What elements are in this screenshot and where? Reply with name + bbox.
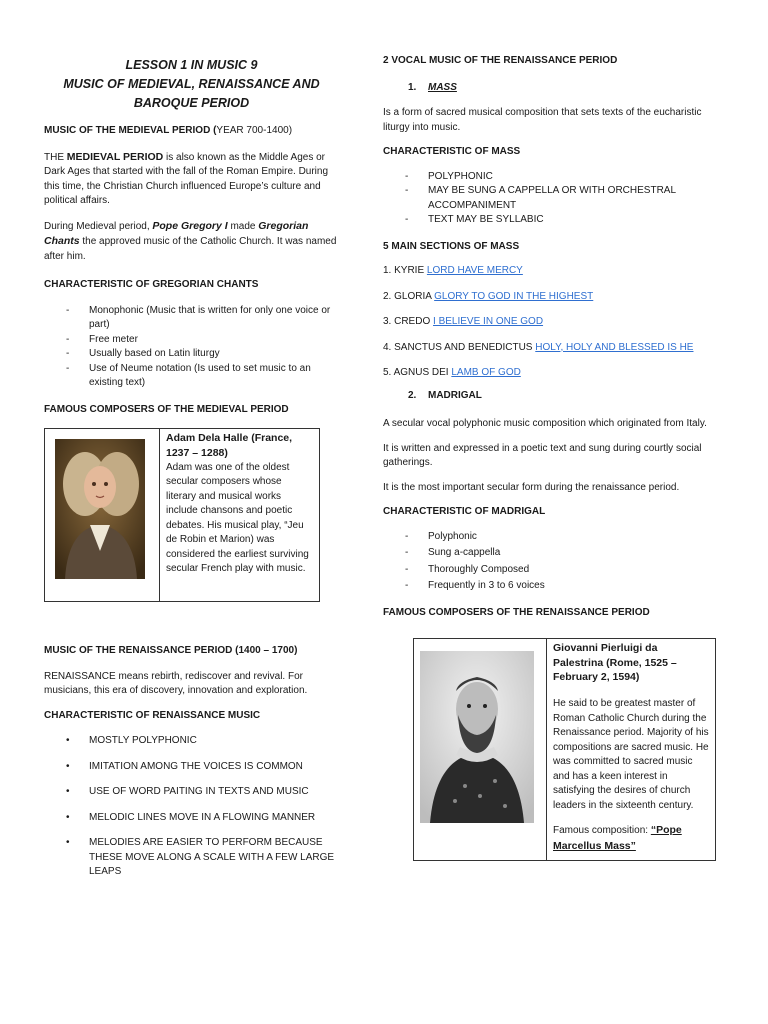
renaissance-composer-table [413, 638, 716, 861]
mass-sections-heading: 5 MAIN SECTIONS OF MASS [383, 240, 520, 252]
madrigal-list [383, 530, 718, 594]
gregorian-list [44, 304, 339, 391]
list-item: - Usually based on Latin liturgy [44, 347, 339, 362]
list-item: - Use of Neume notation (Is used to set music to an existing text) [44, 362, 339, 391]
composer-description: He said to be greatest master of Roman Catholic Church during the Renaissance period. Majority of his compositions are sacred music. He was committed to sacred music and has a keen interest in satisfying the desires of church leaders in the sixteenth century. [553, 698, 709, 811]
list-item: - Sung a-cappella [383, 546, 718, 561]
medieval-composer-table [44, 428, 320, 602]
mass-section-item: 5. AGNUS DEI LAMB OF GOD [383, 367, 521, 378]
portrait-cell [45, 429, 160, 602]
famous-composition: Famous composition: “Pope Marcellus Mass” [553, 824, 682, 852]
mass-section-link[interactable]: I BELIEVE IN ONE GOD [433, 316, 544, 327]
mass-section-link[interactable]: HOLY, HOLY AND BLESSED IS HE [535, 341, 694, 353]
list-item: • MELODIC LINES MOVE IN A FLOWING MANNER [44, 811, 339, 826]
composer-name: Giovanni Pierluigi da Palestrina (Rome, 1525 – February 2, 1594) [553, 642, 677, 684]
palestrina-portrait [420, 651, 534, 823]
mass-section-item: 3. CREDO I BELIEVE IN ONE GOD [383, 316, 544, 327]
lesson-title [44, 56, 339, 112]
composer-info-cell [160, 429, 320, 602]
vocal-music-heading: 2 VOCAL MUSIC OF THE RENAISSANCE PERIOD [383, 55, 618, 66]
list-item: - Frequently in 3 to 6 voices [383, 579, 718, 594]
composer-description: Adam was one of the oldest secular composers whose literary and musical works include chansons and poetic debates. His musical play, “Jeu de Robin et Marion) was considered the earliest surviving secular French play with music. [166, 461, 309, 575]
adam-dela-halle-portrait [55, 439, 145, 579]
list-item: - Free meter [44, 333, 339, 348]
medieval-composers-heading: FAMOUS COMPOSERS OF THE MEDIEVAL PERIOD [44, 403, 289, 415]
list-item: - TEXT MAY BE SYLLABIC [383, 213, 718, 228]
left-column [44, 52, 339, 891]
medieval-paragraph-1: THE MEDIEVAL PERIOD is also known as the Middle Ages or Dark Ages that started with the fall of the Roman Empire. During this time, the Christian Church influenced Europe’s culture and political affairs. [44, 150, 329, 207]
madrigal-paragraph-3: It is the most important secular form during the renaissance period. [383, 481, 680, 493]
list-item: • MELODIES ARE EASIER TO PERFORM BECAUSE THESE MOVE ALONG A SCALE WITH A FEW LARGE LEAPS [44, 836, 339, 880]
madrigal-paragraph-1: A secular vocal polyphonic music composition which originated from Italy. [383, 418, 707, 429]
list-item: - Monophonic (Music that is written for only one voice or part) [44, 304, 339, 333]
list-item: - POLYPHONIC [383, 170, 718, 185]
list-item: - MAY BE SUNG A CAPPELLA OR WITH ORCHESTRAL ACCOMPANIMENT [383, 184, 718, 213]
renaissance-heading: MUSIC OF THE RENAISSANCE PERIOD (1400 – 1700) [44, 645, 298, 657]
composer-info-cell [547, 639, 716, 861]
mass-section-link[interactable]: LAMB OF GOD [451, 367, 521, 378]
madrigal-paragraph-2: It is written and expressed in a poetic text and sung during courtly social gatherings. [383, 442, 702, 468]
list-item: - Thoroughly Composed [383, 563, 718, 578]
renaissance-paragraph: RENAISSANCE means rebirth, rediscover and revival. For musicians, this era of discovery, innovation and exploration. [44, 670, 308, 697]
medieval-paragraph-2: During Medieval period, Pope Gregory I made Gregorian Chants the approved music of the Catholic Church. It was named after him. [44, 219, 337, 262]
list-item: - Polyphonic [383, 530, 718, 545]
gregorian-heading: CHARACTERISTIC OF GREGORIAN CHANTS [44, 279, 259, 291]
mass-section-item: 1. KYRIE LORD HAVE MERCY [383, 265, 523, 276]
renaissance-characteristics-heading: CHARACTERISTIC OF RENAISSANCE MUSIC [44, 709, 261, 721]
mass-list [383, 170, 718, 228]
mass-characteristics-heading: CHARACTERISTIC OF MASS [383, 146, 521, 157]
mass-section-item: 2. GLORIA GLORY TO GOD IN THE HIGHEST [383, 290, 594, 302]
list-item: • IMITATION AMONG THE VOICES IS COMMON [44, 760, 339, 775]
mass-heading: 1. MASS [408, 81, 457, 93]
medieval-heading: MUSIC OF THE MEDIEVAL PERIOD (YEAR 700-1400) [44, 125, 293, 137]
mass-section-link[interactable]: LORD HAVE MERCY [426, 265, 523, 276]
composer-name: Adam Dela Halle (France, 1237 – 1288) [166, 432, 293, 459]
renaissance-list [44, 734, 339, 880]
title-line-2: MUSIC OF MEDIEVAL, RENAISSANCE AND [63, 76, 320, 91]
list-item: • MOSTLY POLYPHONIC [44, 734, 339, 749]
mass-section-item: 4. SANCTUS AND BENEDICTUS HOLY, HOLY AND BLESSED IS HE [383, 341, 694, 353]
portrait-cell [414, 639, 547, 861]
right-column [383, 54, 718, 861]
list-item: • USE OF WORD PAITING IN TEXTS AND MUSIC [44, 785, 339, 800]
madrigal-characteristics-heading: CHARACTERISTIC OF MADRIGAL [383, 506, 546, 517]
mass-section-link[interactable]: GLORY TO GOD IN THE HIGHEST [434, 290, 594, 302]
renaissance-composers-heading: FAMOUS COMPOSERS OF THE RENAISSANCE PERIOD [383, 606, 650, 618]
madrigal-heading: 2. MADRIGAL [408, 389, 482, 401]
mass-description: Is a form of sacred musical composition that sets texts of the eucharistic liturgy into music. [383, 107, 702, 133]
title-line-3: BAROQUE PERIOD [133, 95, 250, 110]
title-line-1: LESSON 1 IN MUSIC 9 [125, 58, 258, 72]
